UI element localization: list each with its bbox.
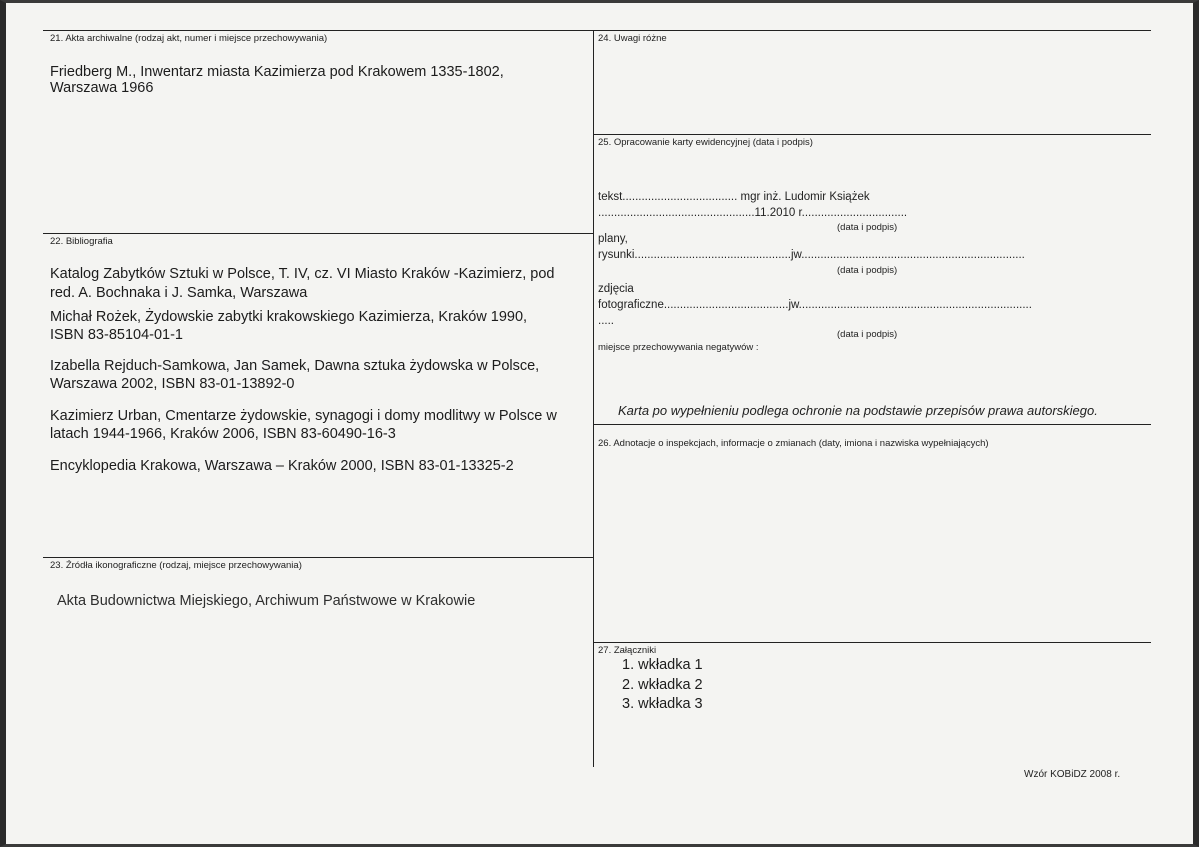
data-podpis-1: (data i podpis)	[837, 222, 898, 233]
bibliography-entry-2-line1: Michał Rożek, Żydowskie zabytki krakowskiego Kazimierza, Kraków 1990,	[50, 309, 528, 325]
bibliography-entry-4-line1: Kazimierz Urban, Cmentarze żydowskie, synagogi i domy modlitwy w Polsce w	[50, 408, 557, 424]
plany-label: plany,	[598, 233, 628, 245]
section-21-line1: Friedberg M., Inwentarz miasta Kazimierza pod Krakowem 1335-1802,	[50, 64, 504, 80]
data-podpis-3: (data i podpis)	[837, 329, 898, 340]
top-rule	[43, 30, 1151, 31]
bibliography-entry-5-line1: Encyklopedia Krakowa, Warszawa – Kraków 2000, ISBN 83-01-13325-2	[50, 458, 514, 474]
bibliography-entry-4-line2: latach 1944-1966, Kraków 2006, ISBN 83-60490-16-3	[50, 426, 396, 442]
section-23-label: 23. Źródła ikonograficzne (rodzaj, miejsce przechowywania)	[50, 560, 302, 571]
rysunki-line: rysunki.................................................jw......................................................................	[598, 249, 1025, 261]
rule-26	[593, 424, 1151, 425]
attachment-item-1: 1. wkładka 1	[622, 657, 703, 673]
center-divider	[593, 30, 594, 767]
dots-line: .....	[598, 315, 614, 327]
section-26-label: 26. Adnotacje o inspekcjach, informacje o zmianach (daty, imiona i nazwiska wypełniających)	[598, 438, 989, 449]
section-25-label: 25. Opracowanie karty ewidencyjnej (data i podpis)	[598, 137, 813, 148]
bibliography-entry-1-line1: Katalog Zabytków Sztuki w Polsce, T. IV, cz. VI Miasto Kraków -Kazimierz, pod	[50, 266, 555, 282]
copyright-note: Karta po wypełnieniu podlega ochronie na podstawie przepisów prawa autorskiego.	[618, 403, 1098, 418]
zdjecia-label: zdjęcia	[598, 283, 634, 295]
section-21-line2: Warszawa 1966	[50, 80, 154, 96]
form-template-note: Wzór KOBiDZ 2008 r.	[1024, 769, 1121, 780]
data-podpis-2: (data i podpis)	[837, 265, 898, 276]
section-21-label: 21. Akta archiwalne (rodzaj akt, numer i miejsce przechowywania)	[50, 33, 328, 44]
rule-25	[593, 134, 1151, 135]
section-22-label: 22. Bibliografia	[50, 236, 113, 247]
rule-22	[43, 233, 593, 234]
bibliography-entry-3-line2: Warszawa 2002, ISBN 83-01-13892-0	[50, 376, 295, 392]
bibliography-entry-3-line1: Izabella Rejduch-Samkowa, Jan Samek, Dawna sztuka żydowska w Polsce,	[50, 358, 540, 374]
date-line: .................................................11.2010 r.................................	[598, 207, 908, 219]
section-23-text: Akta Budownictwa Miejskiego, Archiwum Państwowe w Krakowie	[57, 593, 476, 609]
attachment-item-2: 2. wkładka 2	[622, 677, 703, 693]
bibliography-entry-2-line2: ISBN 83-85104-01-1	[50, 327, 183, 343]
tekst-line: tekst.................................... mgr inż. Ludomir Książek	[598, 191, 870, 203]
attachment-item-3: 3. wkładka 3	[622, 696, 703, 712]
negatywy-label: miejsce przechowywania negatywów :	[598, 342, 759, 353]
fotograficzne-line: fotograficzne.......................................jw.........................................................................	[598, 299, 1032, 311]
section-27-label: 27. Załączniki	[598, 645, 657, 656]
section-24-label: 24. Uwagi różne	[598, 33, 667, 44]
bibliography-entry-1-line2: red. A. Bochnaka i J. Samka, Warszawa	[50, 285, 308, 301]
rule-23	[43, 557, 593, 558]
rule-27	[593, 642, 1151, 643]
